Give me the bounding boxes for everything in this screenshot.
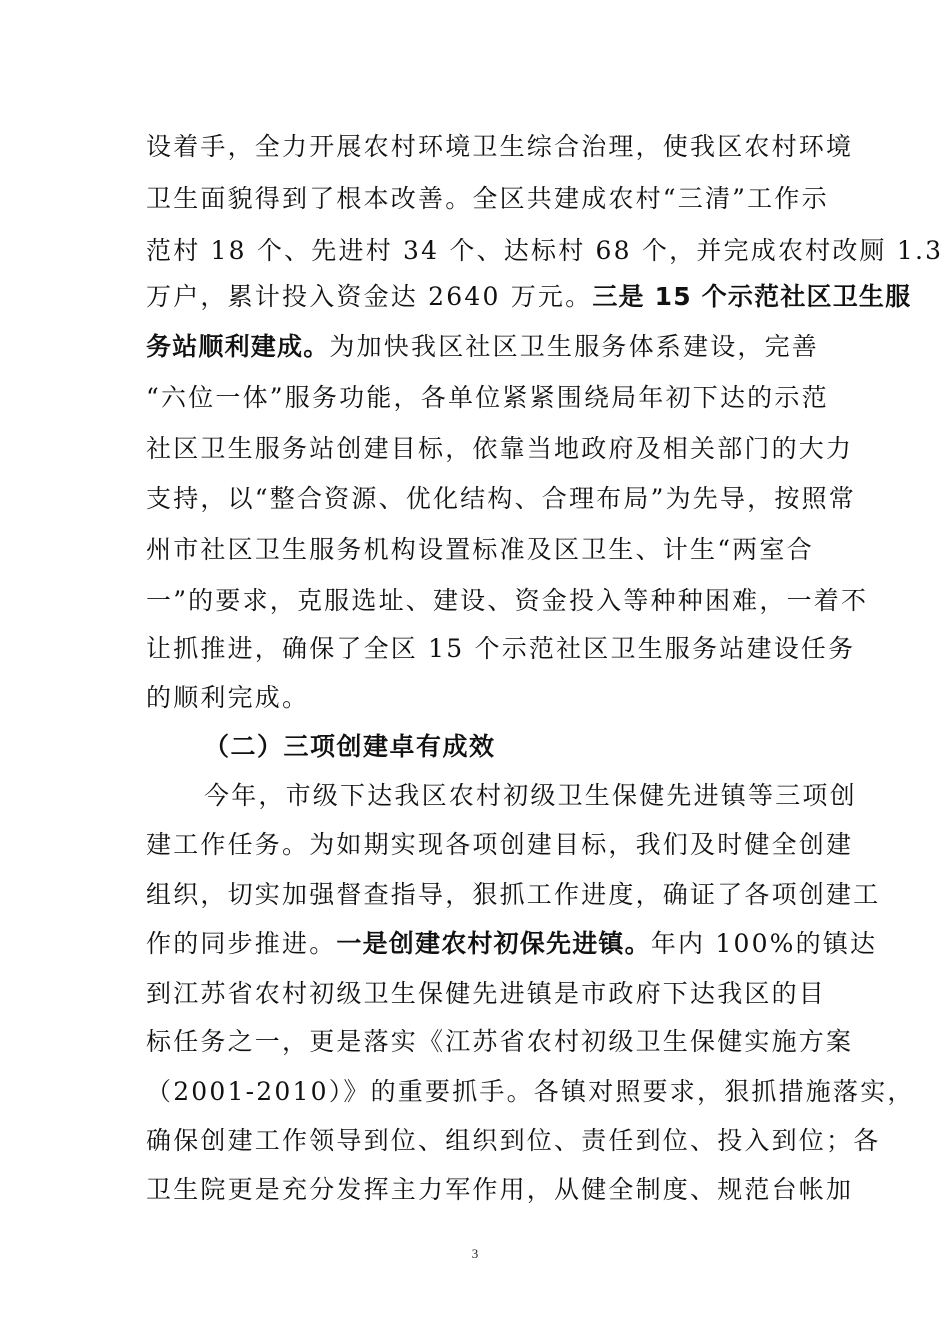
- text-run: 为加快我区社区卫生服务体系建设，完善: [329, 332, 820, 361]
- text-line: 的顺利完成。: [146, 683, 310, 712]
- text-line: 让抓推进，确保了全区 15 个示范社区卫生服务站建设任务: [146, 634, 856, 663]
- text-run: 万户，累计投入资金达 2640 万元。: [146, 282, 593, 311]
- text-line: 标任务之一，更是落实《江苏省农村初级卫生保健实施方案: [146, 1027, 854, 1056]
- bold-text-run: 务站顺利建成。: [146, 332, 330, 361]
- text-line: 范村 18 个、先进村 34 个、达标村 68 个，并完成农村改厕 1.3: [146, 236, 944, 265]
- text-line: 卫生面貌得到了根本改善。全区共建成农村“三清”工作示: [146, 184, 829, 213]
- text-line: 州市社区卫生服务机构设置标准及区卫生、计生“两室合: [146, 535, 814, 564]
- text-line: 支持，以“整合资源、优化结构、合理布局”为先导，按照常: [146, 484, 856, 513]
- text-line: 一”的要求，克服选址、建设、资金投入等种种困难，一着不: [146, 586, 869, 615]
- text-line: 建工作任务。为如期实现各项创建目标，我们及时健全创建: [146, 830, 854, 859]
- text-line: （2001-2010）》的重要抓手。各镇对照要求，狠抓措施落实，: [146, 1077, 915, 1106]
- text-line: [146, 271, 912, 323]
- text-line: 设着手，全力开展农村环境卫生综合治理，使我区农村环境: [146, 132, 854, 161]
- text-line: 社区卫生服务站创建目标，依靠当地政府及相关部门的大力: [146, 434, 854, 463]
- text-line: 到江苏省农村初级卫生保健先进镇是市政府下达我区的目: [146, 979, 827, 1008]
- text-line: 确保创建工作领导到位、组织到位、责任到位、投入到位；各: [146, 1126, 881, 1155]
- text-line: [146, 321, 820, 373]
- text-run: 作的同步推进。: [146, 929, 337, 958]
- section-heading: （二）三项创建卓有成效: [204, 732, 496, 761]
- page-number: 3: [471, 1246, 479, 1261]
- text-line: 组织，切实加强督查指导，狠抓工作进度，确证了各项创建工: [146, 880, 881, 909]
- bold-text-run: 一是创建农村初保先进镇。: [336, 929, 651, 958]
- text-line: “六位一体”服务功能，各单位紧紧围绕局年初下达的示范: [146, 383, 829, 412]
- text-line: 今年，市级下达我区农村初级卫生保健先进镇等三项创: [204, 781, 857, 810]
- bold-text-run: 三是 15 个示范社区卫生服: [592, 282, 912, 311]
- text-line: 卫生院更是充分发挥主力军作用，从健全制度、规范台帐加: [146, 1175, 854, 1204]
- text-run: 年内 100%的镇达: [650, 929, 878, 958]
- text-line: [146, 918, 878, 970]
